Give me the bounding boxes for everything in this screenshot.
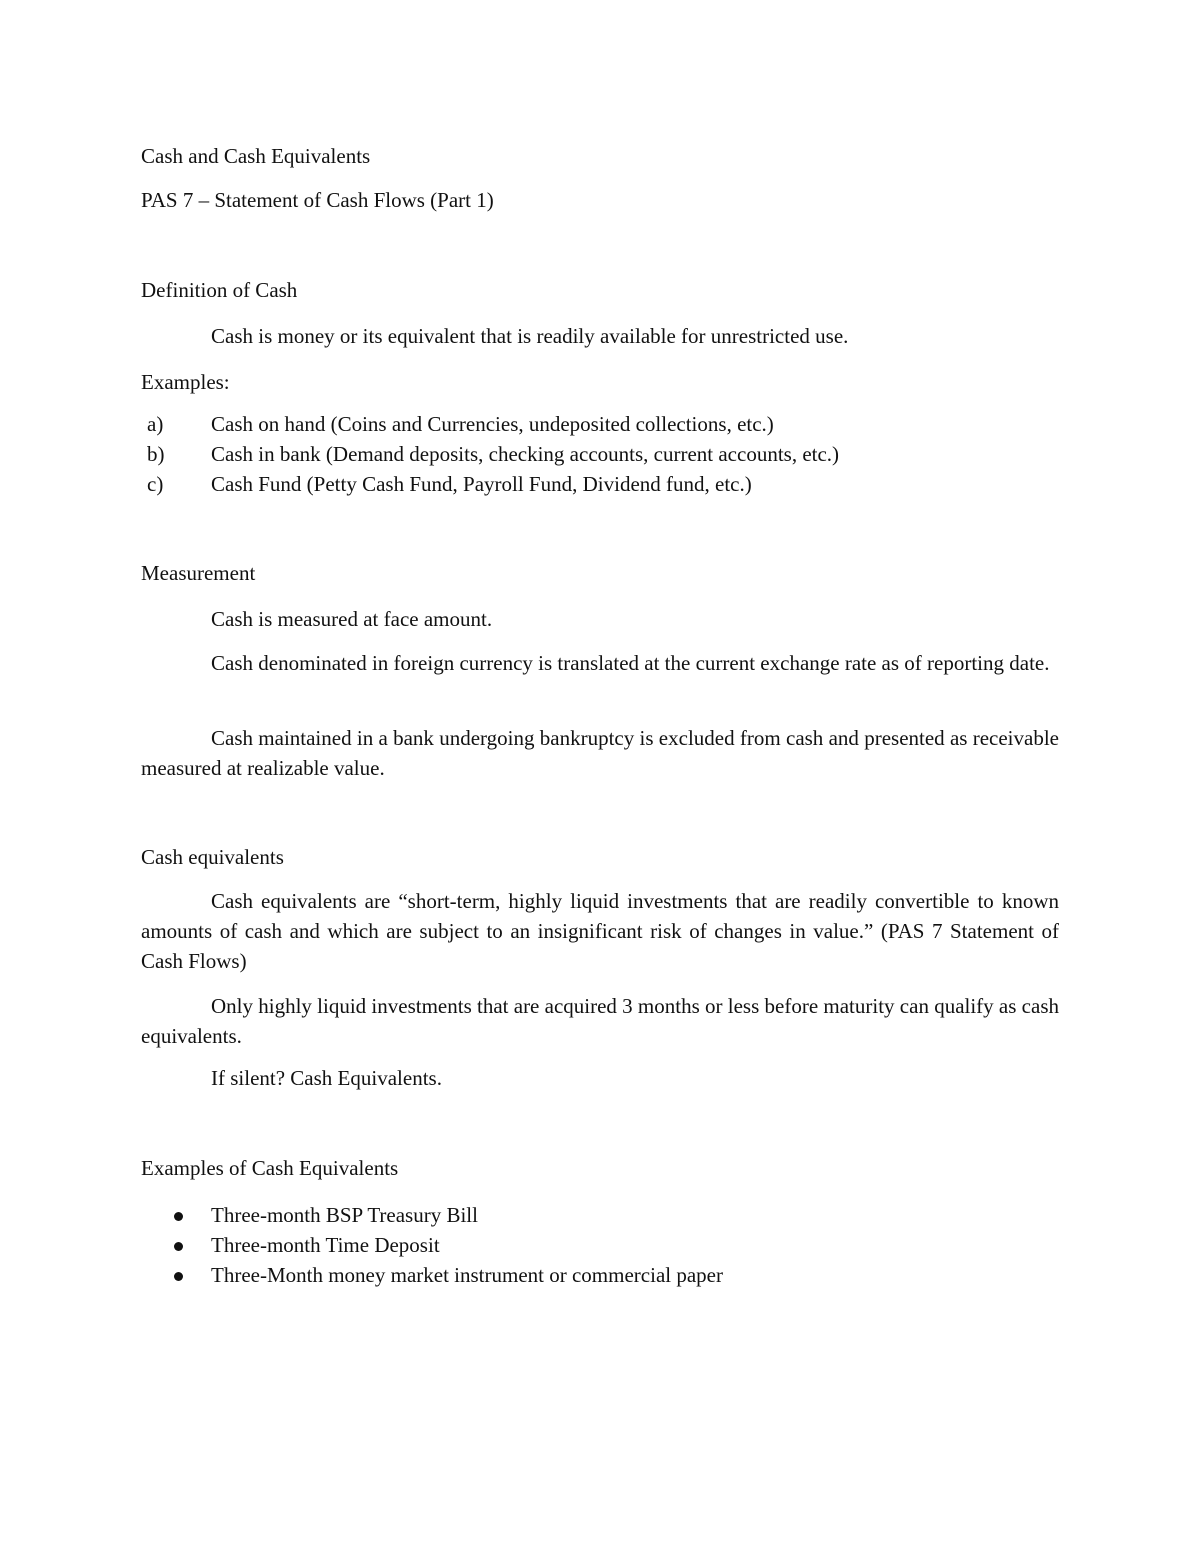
document-title: Cash and Cash Equivalents xyxy=(141,144,371,168)
definition-heading: Definition of Cash xyxy=(141,278,298,302)
list-marker-a: a) xyxy=(147,412,164,436)
list-item: Cash on hand (Coins and Currencies, undeposited collections, etc.) xyxy=(211,412,774,436)
list-item: Three-Month money market instrument or commercial paper xyxy=(211,1263,723,1287)
definition-text: Cash is money or its equivalent that is readily available for unrestricted use. xyxy=(211,324,849,348)
examples-label: Examples: xyxy=(141,370,230,394)
equivalents-paragraph-2: Only highly liquid investments that are acquired 3 months or less before maturity can qualify as cash equivalents. xyxy=(141,994,1059,1048)
bullet-icon xyxy=(174,1272,183,1281)
equivalents-paragraph-3: If silent? Cash Equivalents. xyxy=(211,1066,442,1090)
list-item: Three-month BSP Treasury Bill xyxy=(211,1203,478,1227)
list-item: Cash Fund (Petty Cash Fund, Payroll Fund, Dividend fund, etc.) xyxy=(211,472,752,496)
measurement-heading: Measurement xyxy=(141,561,256,585)
equivalents-paragraph-1: Cash equivalents are “short-term, highly liquid investments that are readily convertible to known amounts of cash and which are subject to an insignificant risk of changes in value.” (PAS 7 Statement of Cash Flows) xyxy=(141,889,1059,973)
bullet-icon xyxy=(174,1212,183,1221)
measurement-paragraph-2: Cash denominated in foreign currency is translated at the current exchange rate as of reporting date. xyxy=(211,651,1050,675)
list-marker-b: b) xyxy=(147,442,165,466)
equivalent-examples-heading: Examples of Cash Equivalents xyxy=(141,1156,399,1180)
document-subtitle: PAS 7 – Statement of Cash Flows (Part 1) xyxy=(141,188,494,212)
bullet-icon xyxy=(174,1242,183,1251)
equivalents-heading: Cash equivalents xyxy=(141,845,284,869)
measurement-paragraph-3: Cash maintained in a bank undergoing bankruptcy is excluded from cash and presented as receivable measured at realizable value. xyxy=(141,726,1059,780)
measurement-paragraph-1: Cash is measured at face amount. xyxy=(211,607,493,631)
list-item: Three-month Time Deposit xyxy=(211,1233,440,1257)
list-item: Cash in bank (Demand deposits, checking accounts, current accounts, etc.) xyxy=(211,442,840,466)
list-marker-c: c) xyxy=(147,472,164,496)
